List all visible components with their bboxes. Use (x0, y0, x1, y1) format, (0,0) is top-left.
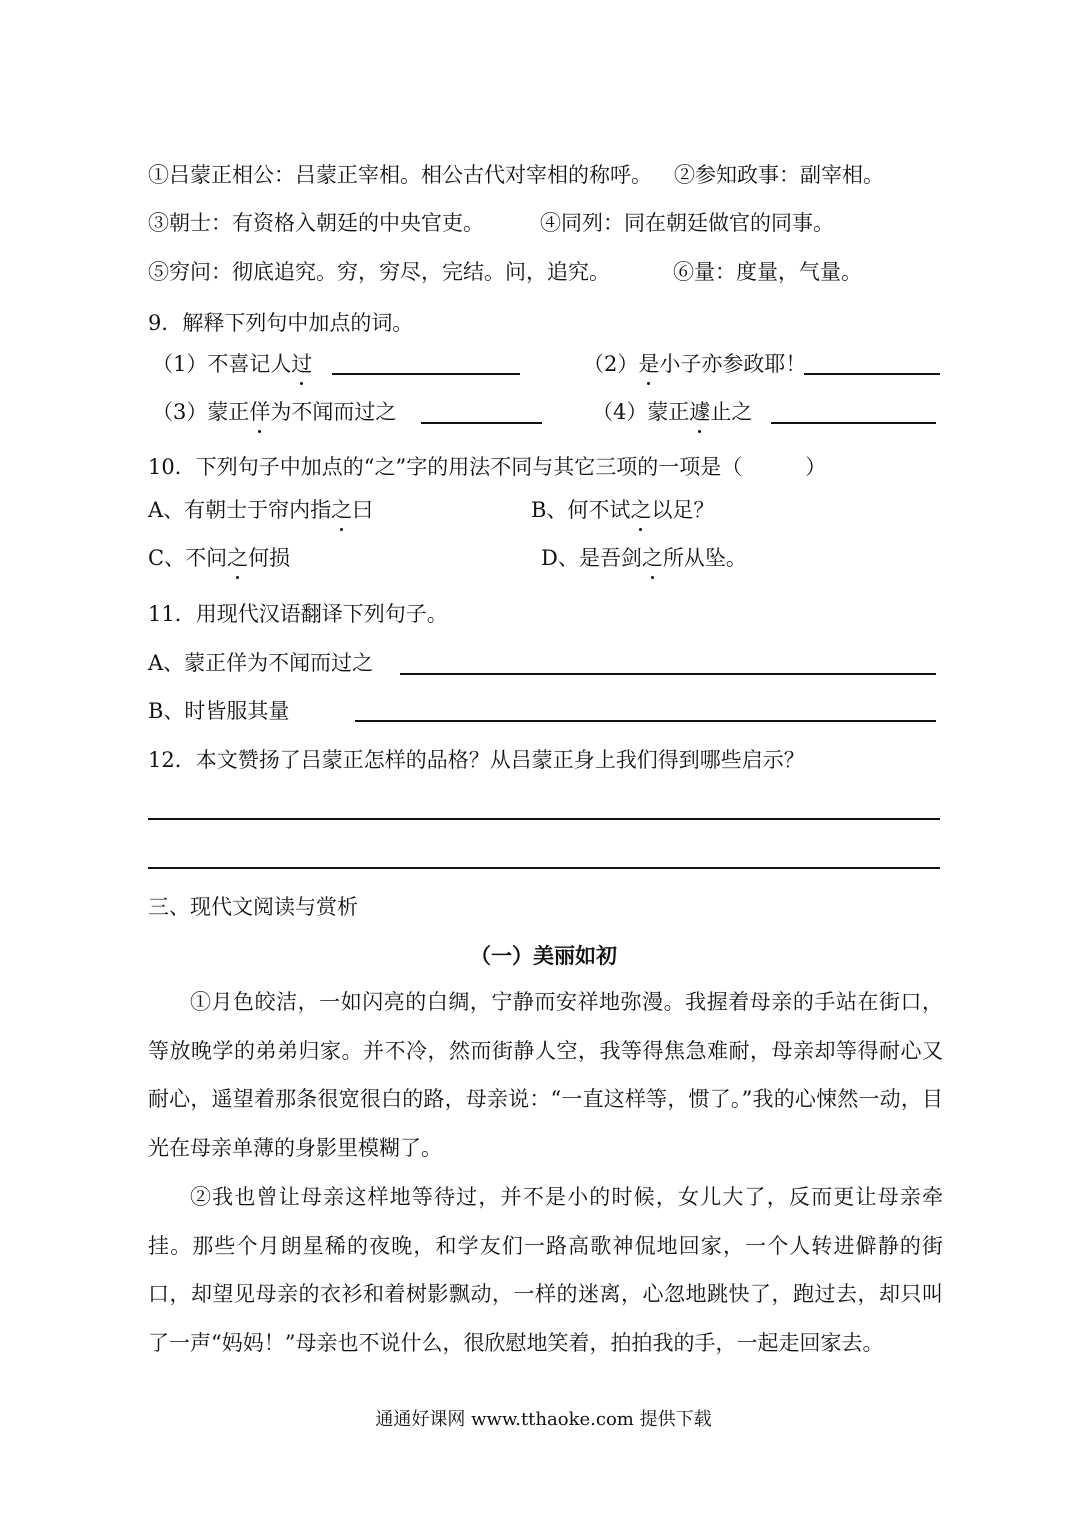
q10-option-b-post: 以足？ (651, 498, 715, 522)
q10-option-c-dotted-zhi: 之 (227, 546, 249, 570)
q9-item-3-dotted-word: 佯 (249, 400, 271, 424)
note-line-1 (148, 161, 884, 189)
note-line-2 (148, 209, 484, 237)
q10-option-b-pre: B、何不试 (531, 498, 631, 522)
q9-answer-blank-1[interactable] (332, 373, 520, 375)
q10-option-b (531, 496, 714, 524)
q9-item-2-text: 小子亦参政耶！ (659, 352, 807, 376)
q12-answer-line-1[interactable] (148, 818, 940, 820)
q9-item-4-dotted-word: 遽 (689, 400, 711, 424)
passage-paragraph-2: ②我也曾让母亲这样地等待过，并不是小的时候，女儿大了，反而更让母亲牵挂。那些个月朗星稀的夜晚，和学友们一路高歌神侃地回家，一个人转进僻静的街口，却望见母亲的衣衫和着树影飘动，一样的迷离，心忽地跳快了，跑过去，却只叫了一声“妈妈！”母亲也不说什么，很欣慰地笑着，拍拍我的手，一起走回家去。 (148, 1185, 943, 1355)
note-1: ①吕蒙正相公：吕蒙正宰相。相公古代对宰相的称呼。 (148, 163, 652, 187)
q12-stem: 12．本文赞扬了吕蒙正怎样的品格？从吕蒙正身上我们得到哪些启示？ (148, 748, 805, 772)
q9-item-4 (592, 398, 752, 426)
q9-item-1-text: （1）不喜记人 (152, 352, 292, 376)
q9-answer-blank-3[interactable] (421, 422, 542, 424)
q9-item-3 (152, 398, 396, 426)
q9-item-1 (152, 350, 312, 378)
q10-option-a-dotted-zhi: 之 (331, 498, 353, 522)
passage-title: （一）美丽如初 (470, 943, 617, 968)
q11-stem: 11．用现代汉语翻译下列句子。 (148, 602, 448, 626)
q9-answer-blank-4[interactable] (771, 422, 936, 424)
q9-item-2-dotted-word: 是 (638, 352, 660, 376)
q10-option-a-pre: A、有朝士于帘内指 (148, 498, 332, 522)
q9-item-2-num: （2） (583, 352, 639, 376)
note-4: ④同列：同在朝廷做官的同事。 (540, 211, 834, 235)
q9-item-1-dotted-word: 过 (291, 352, 313, 376)
section-3-heading: 三、现代文阅读与赏析 (148, 895, 358, 919)
q9-answer-blank-2[interactable] (804, 373, 940, 375)
page-footer: 通通好课网 www.tthaoke.com 提供下载 (375, 1409, 712, 1430)
note-2: ②参知政事：副宰相。 (674, 163, 884, 187)
q10-option-d (541, 544, 747, 572)
q9-item-4-pre: （4）蒙正 (592, 400, 690, 424)
q12-answer-line-2[interactable] (148, 867, 940, 869)
q9-item-2 (583, 350, 806, 378)
q10-option-c-post: 何损 (248, 546, 291, 570)
q10-option-c (148, 544, 290, 572)
q11-item-b: B、时皆服其量 (148, 699, 290, 723)
note-6: ⑥量：度量，气量。 (673, 260, 862, 284)
q10-option-d-pre: D、是吾剑 (541, 546, 642, 570)
q10-stem: 10．下列句子中加点的“之”字的用法不同与其它三项的一项是（ ） (148, 455, 827, 479)
note-5: ⑤穷问：彻底追究。穷，穷尽，完结。问，追究。 (148, 260, 610, 284)
q9-item-3-post: 为不闻而过之 (270, 400, 397, 424)
q9-stem: 9．解释下列句中加点的词。 (148, 311, 414, 335)
q11-answer-blank-b[interactable] (355, 720, 936, 722)
q10-option-a (148, 496, 373, 524)
note-3: ③朝士：有资格入朝廷的中央官吏。 (148, 211, 484, 235)
q9-item-4-post: 止之 (710, 400, 753, 424)
q10-option-a-post: 曰 (352, 498, 374, 522)
q10-option-b-dotted-zhi: 之 (630, 498, 652, 522)
q11-answer-blank-a[interactable] (400, 673, 936, 675)
q10-option-c-pre: C、不问 (148, 546, 228, 570)
passage-paragraph-1: ①月色皎洁，一如闪亮的白绸，宁静而安祥地弥漫。我握着母亲的手站在街口，等放晚学的弟弟归家。并不冷，然而街静人空，我等得焦急难耐，母亲却等得耐心又耐心，遥望着那条很宽很白的路，母亲说：“一直这样等，惯了。”我的心悚然一动，目光在母亲单薄的身影里模糊了。 (148, 990, 943, 1160)
q9-item-3-pre: （3）蒙正 (152, 400, 250, 424)
q10-option-d-dotted-zhi: 之 (641, 546, 663, 570)
q10-option-d-post: 所从坠。 (662, 546, 747, 570)
q11-item-a: A、蒙正佯为不闻而过之 (148, 651, 374, 675)
